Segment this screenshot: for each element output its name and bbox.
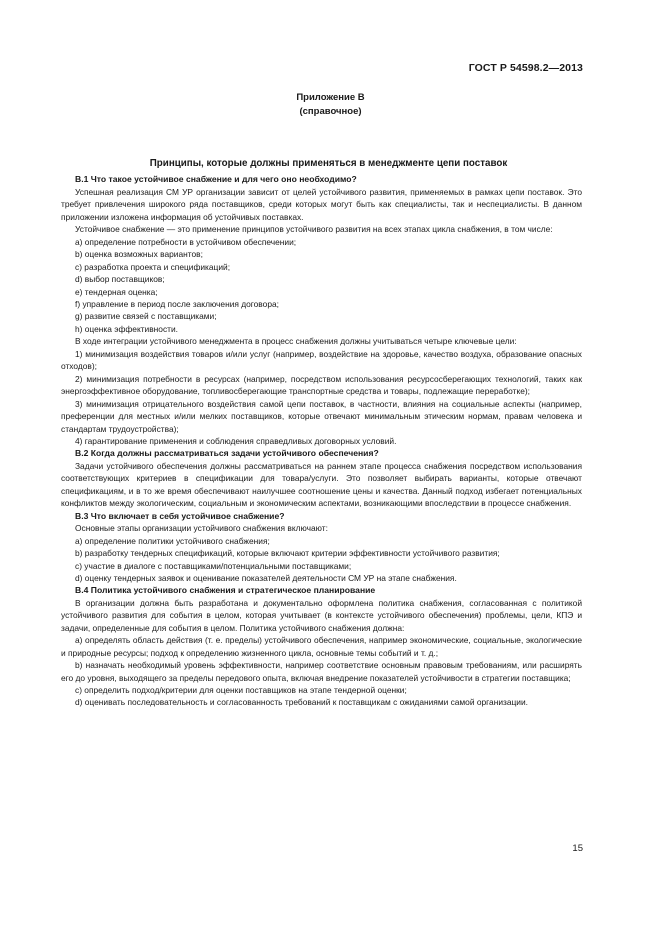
numbered-item: 4) гарантирование применения и соблюдения справедливых договорных условий.	[75, 435, 397, 446]
numbered-item: 3) минимизация отрицательного воздействия самой цепи поставок, в частности, влияния на социальные аспекты (например, преференции для местных и/или мелких поставщиков, которые отвечают минимальным этическим нормам, правам человека и стандартам трудоустройства);	[61, 398, 582, 434]
list-item: d) оценку тендерных заявок и оценивание показателей деятельности СМ УР на этапе снабжения.	[75, 572, 457, 583]
standard-number: ГОСТ Р 54598.2—2013	[468, 62, 583, 74]
numbered-item: 1) минимизация воздействия товаров и/или услуг (например, воздействие на здоровье, качество воздуха, образование опасных отходов);	[61, 348, 582, 372]
subsection-heading: В.3 Что включает в себя устойчивое снабжение?	[75, 510, 285, 521]
appendix-type: (справочное)	[299, 106, 362, 117]
list-item: b) назначать необходимый уровень эффективности, например соответствие основным правовым требованиям, или расширять его до уровня, выходящего за пределы передового опыта, включая внедрение показателей устойчивости в стратегии поставщика;	[61, 660, 582, 683]
subsection-heading: В.4 Политика устойчивого снабжения и стратегическое планирование	[75, 585, 376, 596]
list-item: g) развитие связей с поставщиками;	[75, 311, 217, 322]
list-item: c) разработка проекта и спецификаций;	[75, 261, 231, 272]
list-item: d) выбор поставщиков;	[75, 274, 165, 285]
paragraph: Задачи устойчивого обеспечения должны рассматриваться на раннем этапе процесса снабжения посредством использования соответствующих критериев в спецификации для товара/услуги. Это позволяет выбирать варианты, которые отвечают спецификациям, и в то же время обеспечивают наилучшее соотношение цены и качества. Данный подход избегает потенциальных конфликтов между экологическим, социальным и экономическим аспектами, возникающими впоследствии в процессе снабжения.	[61, 460, 582, 509]
list-item: f) управление в период после заключения договора;	[75, 298, 279, 309]
list-item: b) разработку тендерных спецификаций, которые включают критерии эффективности устойчивого развития;	[75, 548, 500, 559]
paragraph: Устойчивое снабжение — это применение принципов устойчивого развития на всех этапах цикла снабжения, в том числе:	[75, 224, 553, 235]
list-item: a) определение потребности в устойчивом обеспечении;	[75, 236, 297, 247]
paragraph: В ходе интеграции устойчивого менеджмента в процесс снабжения должны учитываться четыре ключевые цели:	[75, 336, 517, 347]
list-item: e) тендерная оценка;	[75, 286, 158, 297]
paragraph: Успешная реализация СМ УР организации зависит от целей устойчивого развития, применяемых в рамках цепи поставок. Это требует привлечения широкого ряда поставщиков, среди которых могут быть как специалисты, так и неспециалисты. В данном приложении изложена информация об устойчивых поставках.	[61, 186, 582, 222]
list-item: d) оценивать последовательность и согласованность требований к поставщикам с ожиданиями самой организации.	[75, 697, 528, 708]
list-item: a) определение политики устойчивого снабжения;	[75, 535, 270, 546]
subsection-heading: В.2 Когда должны рассматриваться задачи устойчивого обеспечения?	[75, 448, 379, 459]
paragraph: Основные этапы организации устойчивого снабжения включают:	[75, 523, 328, 534]
numbered-item: 2) минимизация потребности в ресурсах (например, посредством использования ресурсосберегающих технологий, таких как энергоэффективное оборудование, топливосберегающие транспортные средства и товары, подлежащие переработке);	[61, 373, 582, 397]
subsection-heading: В.1 Что такое устойчивое снабжение и для чего оно необходимо?	[75, 174, 357, 185]
paragraph: В организации должна быть разработана и документально оформлена политика снабжения, согласованная с политикой устойчивого развития для события в целом, которая учитывает (в контексте устойчивого обеспечения) проблемы, цели, КПЭ и задачи, определенные для события в целом. Политика устойчивого снабжения должна:	[61, 597, 582, 633]
list-item: c) участие в диалоге с поставщиками/потенциальными поставщиками;	[75, 560, 352, 571]
list-item: c) определить подход/критерии для оценки поставщиков на этапе тендерной оценки;	[75, 685, 407, 696]
section-title: Принципы, которые должны применяться в менеджменте цепи поставок	[149, 158, 508, 169]
list-item: h) оценка эффективности.	[75, 323, 178, 334]
list-item: b) оценка возможных вариантов;	[75, 249, 203, 260]
appendix-label: Приложение В	[296, 92, 365, 103]
body-text	[61, 158, 582, 709]
list-item: a) определять область действия (т. е. пределы) устойчивого обеспечения, например экономические, социальные, экологические и природные ресурсы; подход к определению жизненного цикла, основные темы событий и т. д.;	[61, 635, 582, 658]
page-number: 15	[572, 843, 583, 854]
